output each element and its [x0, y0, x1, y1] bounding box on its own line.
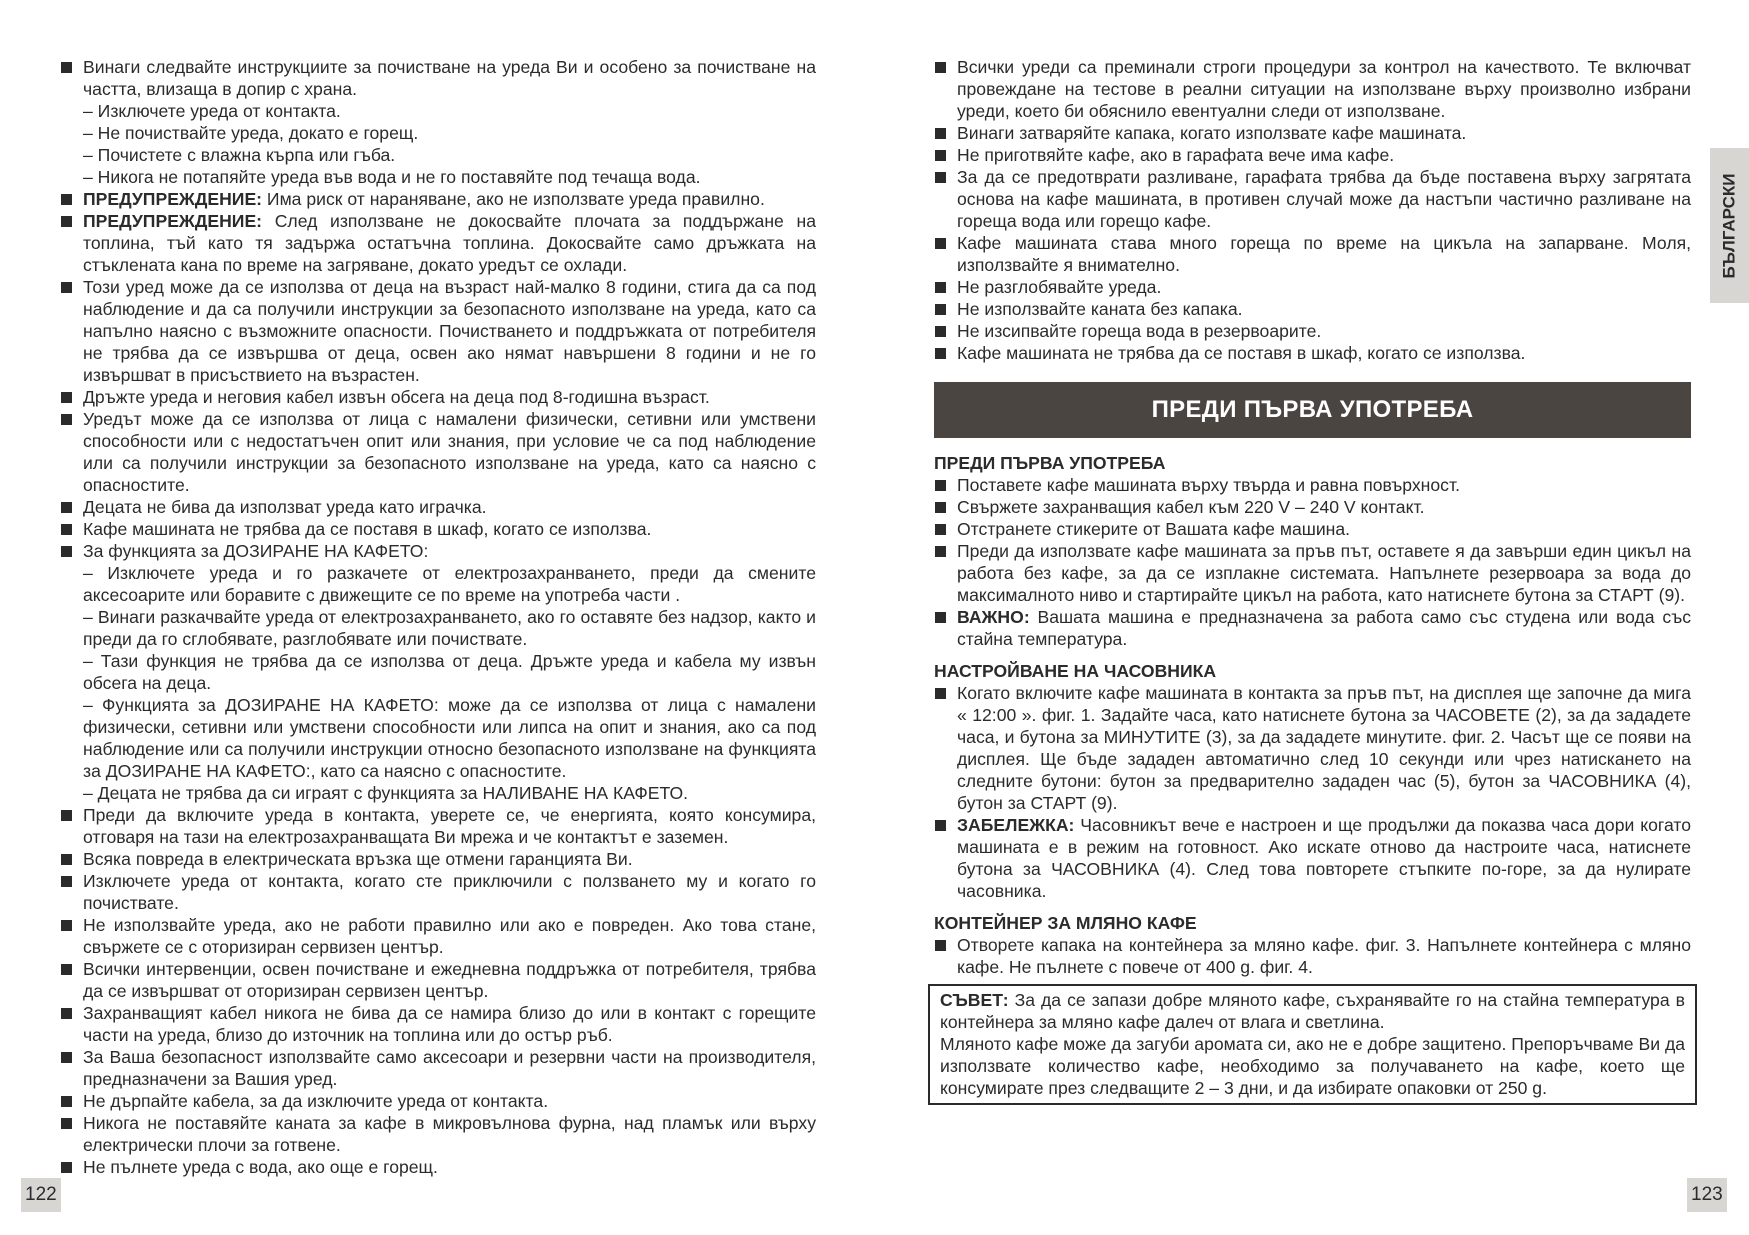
clock-setup-list	[934, 682, 1691, 902]
list-item-text: Не приготвяйте кафе, ако в гарафата вече има кафе.	[957, 145, 1395, 165]
tip-box	[928, 984, 1697, 1105]
tip-label: СЪВЕТ:	[940, 990, 1009, 1010]
bullet-square-icon	[61, 810, 72, 821]
list-item-text: Часовникът вече е настроен и ще продължи да показва часа дори когато машината е в режим на готовност. Ако искате отново да настроите часа, натиснете бутона за ЧАСОВНИКА (4). След това повторете стъпките по-горе, за да нулирате часовника.	[957, 815, 1691, 901]
bullet-square-icon	[61, 964, 72, 975]
bullet-square-icon	[935, 524, 946, 535]
list-item-text: – Децата не трябва да си играят с функцията за НАЛИВАНЕ НА КАФЕТО.	[83, 783, 689, 803]
list-item	[60, 1046, 816, 1090]
subsection-heading-first-use: ПРЕДИ ПЪРВА УПОТРЕБА	[934, 453, 1166, 473]
list-item	[934, 682, 1691, 814]
bullet-square-icon	[61, 854, 72, 865]
bullet-square-icon	[935, 172, 946, 183]
list-item-text: – Винаги разкачвайте уреда от електрозахранването, ако го оставяте без надзор, както и преди да го сглобявате, разглобявате или почиствате.	[83, 607, 816, 649]
list-item-text: Вашата машина е предназначена за работа само със студена или вода със стайна температура.	[957, 607, 1691, 649]
list-item	[934, 934, 1691, 978]
list-item	[934, 606, 1691, 650]
subsection-heading-coffee-container: КОНТЕЙНЕР ЗА МЛЯНО КАФЕ	[934, 913, 1197, 933]
list-item-text: За да се предотврати разливане, гарафата трябва да бъде поставена върху загрятата основа на кафе машината, в противен случай може да настъпи частично разливане на гореща вода или горещо кафе.	[957, 167, 1691, 231]
list-item-text: Когато включите кафе машината в контакта за пръв път, на дисплея ще започне да мига « 12:00 ». фиг. 1. Задайте часа, като натиснете бутона за ЧАСОВЕТЕ (2), за да зададете часа, и бутона за МИНУТИТЕ (3), за да зададете минутите. фиг. 2. Часът ще се появи на дисплея. Ще бъде зададен автоматично след 10 секунди или чрез натискането на следните бутони: бутон за предварително зададен час (5), бутон за ЧАСОВНИКА (4), бутон за СТАРТ (9).	[957, 683, 1691, 813]
list-item-text: Не разглобявайте уреда.	[957, 277, 1162, 297]
list-item	[60, 804, 816, 848]
list-subitem	[60, 694, 816, 782]
list-item-text: Преди да използвате кафе машината за пръв път, оставете я да завърши един цикъл на работа без кафе, за да се изплакне системата. Напълнете резервоара за вода до максималното ниво и стартирайте цикъл на работа, като натиснете бутона за СТАРТ (9).	[957, 541, 1691, 605]
list-subitem	[60, 606, 816, 650]
list-item-text: – Изключете уреда от контакта.	[83, 101, 341, 121]
list-subitem	[60, 144, 816, 166]
list-item	[60, 188, 816, 210]
list-item	[60, 276, 816, 386]
list-item	[934, 474, 1691, 496]
page-number-left: 122	[21, 1178, 61, 1212]
list-item-text: Кафе машината не трябва да се поставя в шкаф, когато се използва.	[83, 519, 652, 539]
list-item-text: Преди да включите уреда в контакта, уверете се, че енергията, която консумира, отговаря на тази на електрозахранващата Ви мрежа и че контактът е заземен.	[83, 805, 816, 847]
list-item	[60, 408, 816, 496]
first-use-list	[934, 474, 1691, 650]
bullet-square-icon	[935, 480, 946, 491]
subsection-heading-clock: НАСТРОЙВАНЕ НА ЧАСОВНИКА	[934, 661, 1217, 681]
bullet-square-icon	[935, 348, 946, 359]
list-item-text: Не пълнете уреда с вода, ако още е горещ.	[83, 1157, 438, 1177]
list-item	[60, 1090, 816, 1112]
bullet-square-icon	[935, 612, 946, 623]
list-item-text: След използване не докосвайте плочата за поддържане на топлина, тъй като тя задържа остатъчна топлина. Докосвайте само дръжката на стъклената кана по време на загряване, докато уредът се охлади.	[83, 211, 816, 275]
list-item-text: Свържете захранващия кабел към 220 V – 240 V контакт.	[957, 497, 1425, 517]
list-item-text: – Не почиствайте уреда, докато е горещ.	[83, 123, 419, 143]
list-item-text: – Никога не потапяйте уреда във вода и не го поставяйте под течаща вода.	[83, 167, 701, 187]
bullet-square-icon	[935, 688, 946, 699]
list-item-text: Кафе машината не трябва да се поставя в шкаф, когато се използва.	[957, 343, 1526, 363]
list-item-text: Има риск от нараняване, ако не използвате уреда правилно.	[262, 189, 765, 209]
list-item-text: – Тази функция не трябва да се използва от деца. Дръжте уреда и кабела му извън обсега на деца.	[83, 651, 816, 693]
list-item-text: Поставете кафе машината върху твърда и равна повърхност.	[957, 475, 1460, 495]
language-tab-label: БЪЛГАРСКИ	[1719, 173, 1739, 278]
list-item-text: За функцията за ДОЗИРАНЕ НА КАФЕТО:	[83, 541, 429, 561]
coffee-container-list	[934, 934, 1691, 978]
bullet-square-icon	[61, 62, 72, 73]
bullet-square-icon	[935, 940, 946, 951]
list-item	[60, 848, 816, 870]
bullet-square-icon	[61, 1096, 72, 1107]
list-item	[60, 386, 816, 408]
bullet-square-icon	[935, 238, 946, 249]
list-item-text: Не използвайте уреда, ако не работи правилно или ако е повреден. Ако това стане, свържете се с оторизиран сервизен център.	[83, 915, 816, 957]
bullet-square-icon	[61, 216, 72, 227]
list-item	[934, 144, 1691, 166]
list-item	[934, 56, 1691, 122]
list-item	[934, 276, 1691, 298]
list-item-text: Изключете уреда от контакта, когато сте приключили с ползването му и когато го почиствате.	[83, 871, 816, 913]
language-tab	[1710, 148, 1749, 303]
safety-list-continued	[934, 56, 1691, 364]
list-item-text: Уредът може да се използва от лица с намалени физически, сетивни или умствени способности или с недостатъчен опит или знания, при условие че са под наблюдение или са получили инструкции за безопасното използване на уреда, като са наясно с опасностите.	[83, 409, 816, 495]
tip-paragraph-2: Мляното кафе може да загуби аромата си, ако не е добре защитено. Препоръчваме Ви да използвате количество кафе, необходимо за получаването на кафе, което ще консумирате през следващите 2 – 3 дни, и да избирате опаковки от 250 g.	[940, 1034, 1685, 1098]
bullet-square-icon	[935, 820, 946, 831]
bullet-square-icon	[61, 524, 72, 535]
bullet-square-icon	[935, 62, 946, 73]
bullet-square-icon	[61, 392, 72, 403]
bullet-square-icon	[935, 282, 946, 293]
bullet-square-icon	[935, 502, 946, 513]
list-item	[60, 210, 816, 276]
list-item	[60, 518, 816, 540]
list-item	[60, 1112, 816, 1156]
list-item	[934, 540, 1691, 606]
list-item-text: – Изключете уреда и го разкачете от електрозахранването, преди да смените аксесоарите или боравите с движещите се по време на употреба части .	[83, 563, 816, 605]
warning-label: ПРЕДУПРЕЖДЕНИЕ:	[83, 211, 263, 231]
bullet-square-icon	[61, 502, 72, 513]
list-item-text: Винаги затваряйте капака, когато използвате кафе машината.	[957, 123, 1467, 143]
warning-label: ПРЕДУПРЕЖДЕНИЕ:	[83, 189, 263, 209]
bullet-square-icon	[935, 326, 946, 337]
list-item	[60, 496, 816, 518]
page-number-right: 123	[1687, 1178, 1727, 1212]
list-item-text: Всички уреди са преминали строги процедури за контрол на качеството. Те включват провеждане на тестове в реални ситуации на използване върху произволно избрани уреди, което би обяснило евентуални следи от използване.	[957, 57, 1691, 121]
list-item-text: Не дърпайте кабела, за да изключите уреда от контакта.	[83, 1091, 549, 1111]
list-item-text: Отстранете стикерите от Вашата кафе машина.	[957, 519, 1351, 539]
list-subitem	[60, 562, 816, 606]
list-item	[60, 1002, 816, 1046]
bullet-square-icon	[61, 1118, 72, 1129]
list-item-text: Не изсипвайте гореща вода в резервоарите.	[957, 321, 1322, 341]
section-banner-title: ПРЕДИ ПЪРВА УПОТРЕБА	[1151, 396, 1474, 423]
list-item	[60, 540, 816, 562]
list-item-text: – Почистете с влажна кърпа или гъба.	[83, 145, 396, 165]
list-item-text: Отворете капака на контейнера за мляно кафе. фиг. 3. Напълнете контейнера с мляно кафе. Не пълнете с повече от 400 g. фиг. 4.	[957, 935, 1691, 977]
bullet-square-icon	[935, 304, 946, 315]
list-item	[60, 870, 816, 914]
list-item	[934, 232, 1691, 276]
bullet-square-icon	[61, 876, 72, 887]
list-subitem	[60, 122, 816, 144]
list-item	[934, 518, 1691, 540]
list-item-text: Захранващият кабел никога не бива да се намира близо до или в контакт с горещите части на уреда, близо до източник на топлина или до остър ръб.	[83, 1003, 816, 1045]
list-subitem	[60, 100, 816, 122]
bullet-square-icon	[61, 1008, 72, 1019]
list-subitem	[60, 650, 816, 694]
warning-label: ЗАБЕЛЕЖКА:	[957, 815, 1075, 835]
list-item-text: Този уред може да се използва от деца на възраст най-малко 8 години, стига да са под наблюдение и да са получили инструкции за безопасното използване на уреда, като са напълно наясно с възможните опасности. Почистването и поддръжката от потребителя не трябва да се извършва от деца, освен ако нямат навършени 8 години и не го извършват в присъствието на възрастен.	[83, 277, 816, 385]
list-item-text: За Ваша безопасност използвайте само аксесоари и резервни части на производителя, предназначени за Вашия уред.	[83, 1047, 816, 1089]
list-item	[934, 814, 1691, 902]
list-item	[934, 298, 1691, 320]
list-item	[934, 496, 1691, 518]
bullet-square-icon	[61, 282, 72, 293]
bullet-square-icon	[61, 414, 72, 425]
list-item	[60, 56, 816, 100]
bullet-square-icon	[61, 1052, 72, 1063]
bullet-square-icon	[935, 150, 946, 161]
tip-paragraph-1	[940, 989, 1685, 1033]
bullet-square-icon	[935, 546, 946, 557]
section-banner	[934, 382, 1691, 438]
bullet-square-icon	[935, 128, 946, 139]
list-item	[934, 320, 1691, 342]
right-page	[934, 56, 1691, 1105]
list-item	[60, 914, 816, 958]
warning-label: ВАЖНО:	[957, 607, 1030, 627]
list-item-text: Всяка повреда в електрическата връзка ще отмени гаранцията Ви.	[83, 849, 633, 869]
list-item-text: Никога не поставяйте каната за кафе в микровълнова фурна, над пламък или върху електрически плочи за готвене.	[83, 1113, 816, 1155]
tip-text-1: За да се запази добре мляното кафе, съхранявайте го на стайна температура в контейнера за мляно кафе далеч от влага и светлина.	[940, 990, 1685, 1032]
bullet-square-icon	[61, 920, 72, 931]
list-subitem	[60, 166, 816, 188]
bullet-square-icon	[61, 1162, 72, 1173]
bullet-square-icon	[61, 546, 72, 557]
list-item-text: Винаги следвайте инструкциите за почистване на уреда Ви и особено за почистване на частта, влизаща в допир с храна.	[83, 57, 816, 99]
list-item	[60, 1156, 816, 1178]
list-item-text: Кафе машината става много гореща по време на цикъла на запарване. Моля, използвайте я внимателно.	[957, 233, 1691, 275]
list-item	[934, 122, 1691, 144]
left-page	[60, 56, 816, 1178]
list-item	[934, 166, 1691, 232]
list-item-text: Всички интервенции, освен почистване и ежедневна поддръжка от потребителя, трябва да се извършват от оторизиран сервизен център.	[83, 959, 816, 1001]
list-item-text: Дръжте уреда и неговия кабел извън обсега на деца под 8-годишна възраст.	[83, 387, 710, 407]
list-item	[934, 342, 1691, 364]
bullet-square-icon	[61, 194, 72, 205]
list-item-text: Не използвайте каната без капака.	[957, 299, 1243, 319]
list-item-text: Децата не бива да използват уреда като играчка.	[83, 497, 487, 517]
list-subitem	[60, 782, 816, 804]
list-item-text: – Функцията за ДОЗИРАНЕ НА КАФЕТО: може да се използва от лица с намалени физически, сетивни или умствени способности или липса на опит и знания, ако са под наблюдение или са получили инструкции относно безопасното използване на функцията за ДОЗИРАНЕ НА КАФЕТО:, като са наясно с опасностите.	[83, 695, 816, 781]
list-item	[60, 958, 816, 1002]
